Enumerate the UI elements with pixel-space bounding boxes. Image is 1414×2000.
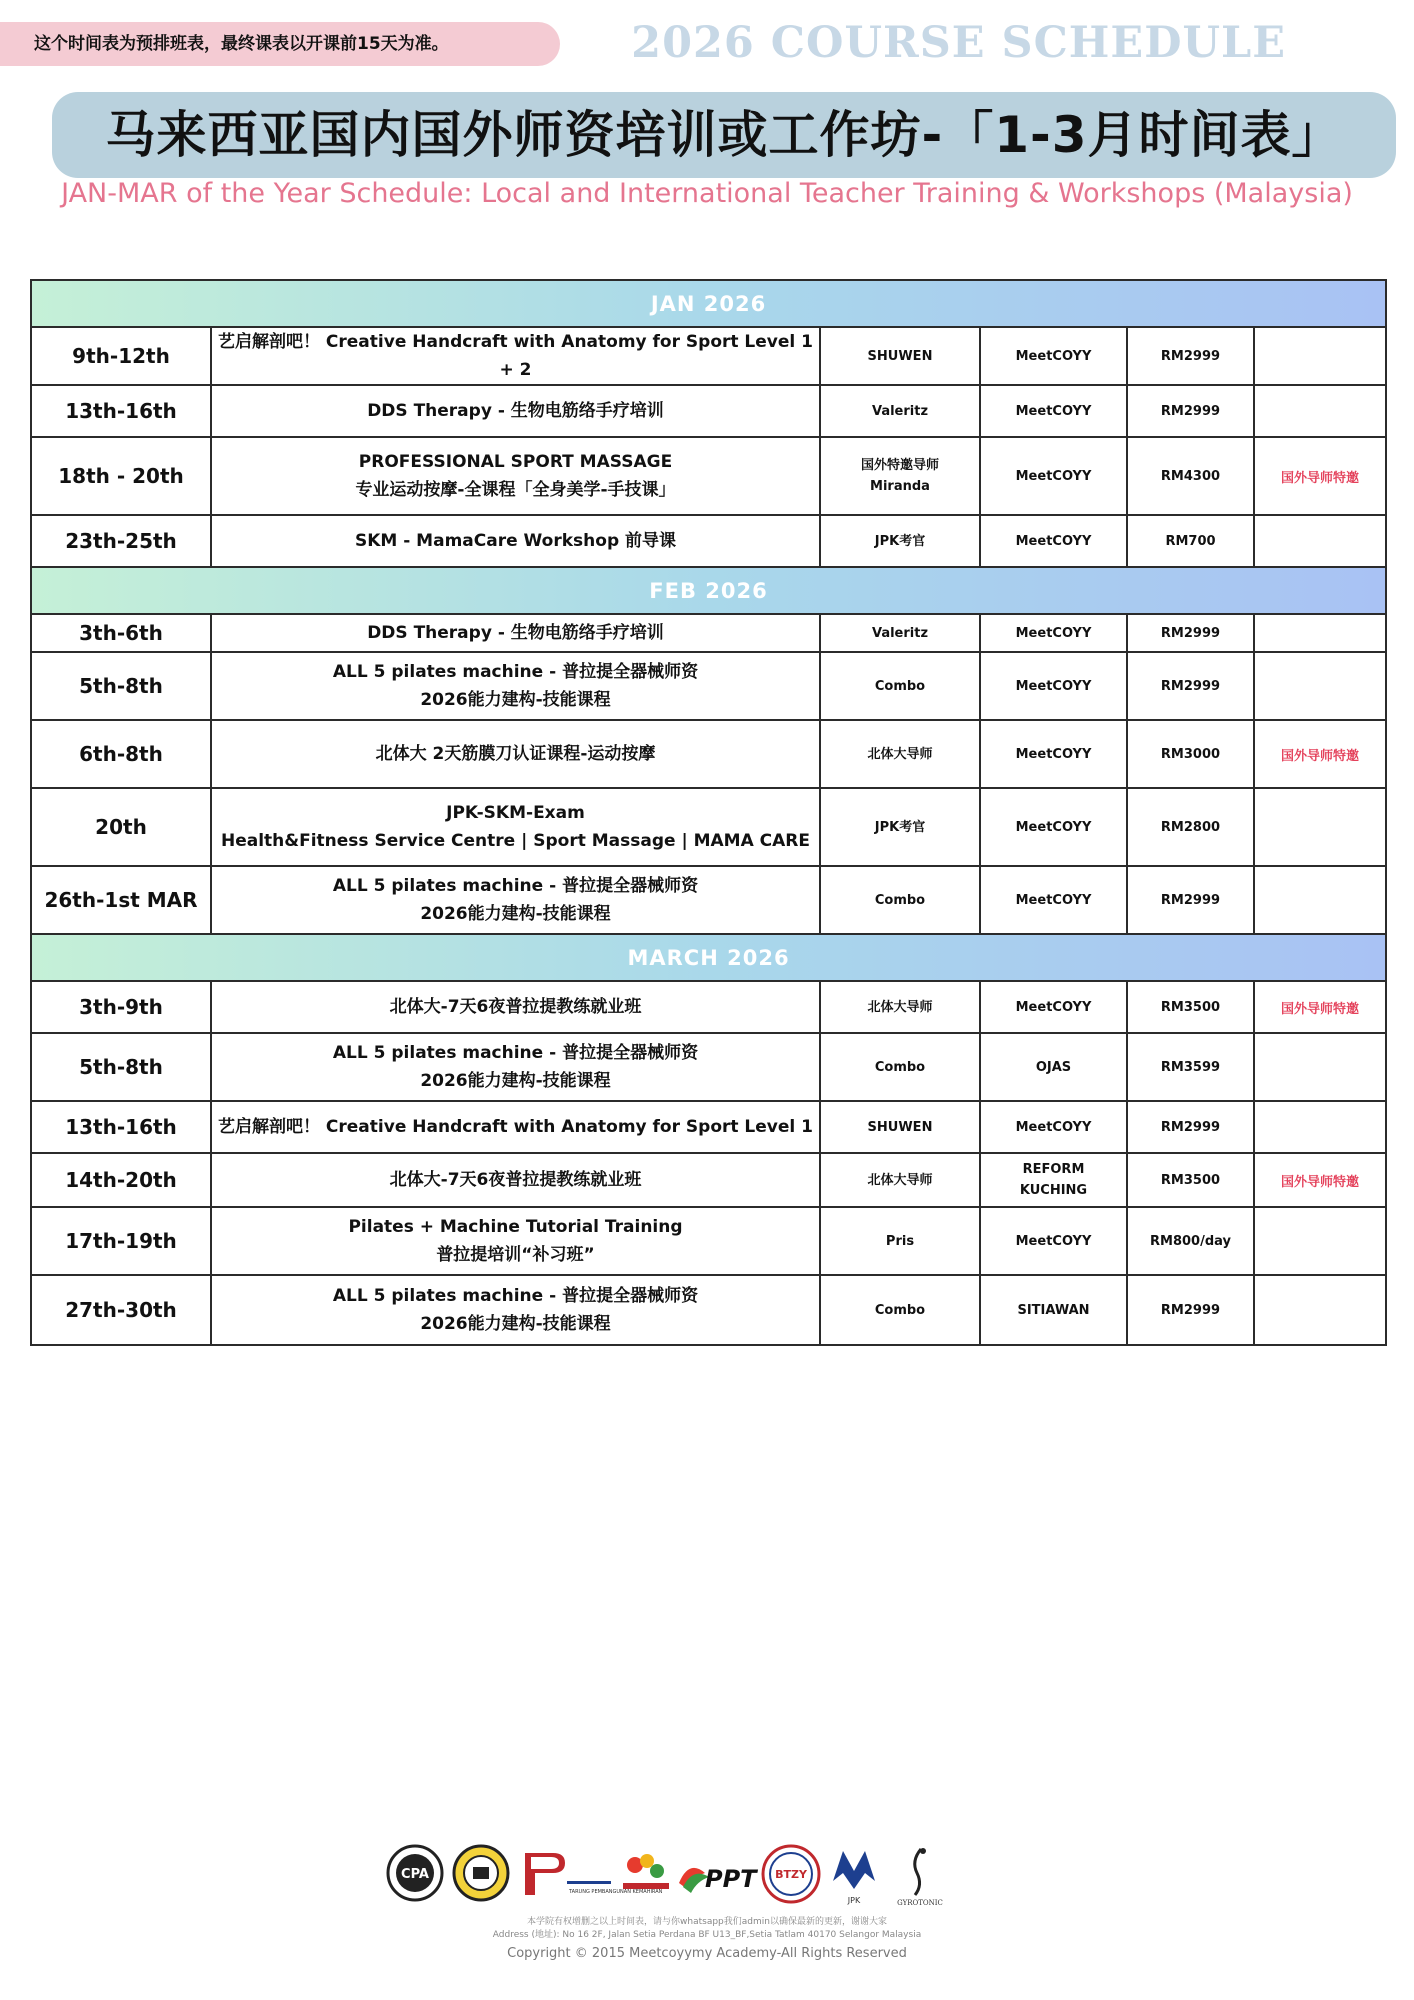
svg-text:PPT: PPT [705,1865,757,1893]
course-trainer [820,1207,980,1275]
schedule-row [31,866,1386,934]
course-venue [980,437,1127,515]
course-trainer-line: Miranda [870,479,930,494]
course-date: 5th-8th [31,1033,211,1101]
course-trainer [820,981,980,1033]
svg-text:GYROTONIC: GYROTONIC [897,1899,943,1907]
course-note [1254,385,1386,437]
ppt-logo-icon [675,1843,757,1905]
course-title [211,1275,820,1345]
course-venue [980,1207,1127,1275]
course-date: 26th-1st MAR [31,866,211,934]
course-title-line: PROFESSIONAL SPORT MASSAGE [358,452,673,472]
course-title-line: ALL 5 pilates machine - 普拉提全器械师资 [332,1043,699,1063]
schedule-row [31,385,1386,437]
course-price: RM2999 [1127,652,1254,720]
footer-notes [0,1916,1414,1942]
course-price: RM800/day [1127,1207,1254,1275]
course-title-line: ALL 5 pilates machine - 普拉提全器械师资 [332,876,699,896]
btzy-logo-icon [760,1843,822,1905]
course-date: 18th - 20th [31,437,211,515]
course-note [1254,1275,1386,1345]
course-title [211,1101,820,1153]
course-venue [980,981,1127,1033]
schedule-row [31,614,1386,652]
course-date: 23th-25th [31,515,211,567]
month-header-row [31,934,1386,981]
tarung-logo-icon [517,1843,663,1905]
course-venue-line: SITIAWAN [1017,1302,1090,1318]
schedule-row [31,788,1386,866]
course-title [211,614,820,652]
course-title-line: Health&Fitness Service Centre | Sport Massage | MAMA CARE [220,831,810,851]
course-title [211,1153,820,1207]
course-title [211,866,820,934]
course-trainer [820,1101,980,1153]
course-title-line: Pilates + Machine Tutorial Training [348,1217,683,1237]
course-title [211,515,820,567]
course-note [1254,1101,1386,1153]
course-venue [980,1101,1127,1153]
course-title-line: 北体大-7天6夜普拉提教练就业班 [389,997,642,1017]
course-date: 13th-16th [31,1101,211,1153]
course-trainer [820,1275,980,1345]
course-venue [980,788,1127,866]
course-date: 27th-30th [31,1275,211,1345]
course-price: RM3599 [1127,1033,1254,1101]
course-date: 6th-8th [31,720,211,788]
course-title-line: 2026能力建构-技能课程 [420,690,611,710]
course-trainer [820,515,980,567]
course-note: 国外导师特邀 [1254,437,1386,515]
course-trainer-line: Valeritz [871,403,929,419]
course-title-line: ALL 5 pilates machine - 普拉提全器械师资 [332,1286,699,1306]
month-label: FEB 2026 [31,567,1386,614]
course-note: 国外导师特邀 [1254,720,1386,788]
course-title [211,788,820,866]
course-title [211,1207,820,1275]
course-trainer-line: JPK考官 [874,533,926,549]
course-trainer [820,652,980,720]
course-trainer-line: JPK考官 [874,819,926,835]
course-trainer-line: SHUWEN [867,1119,933,1135]
course-price: RM2999 [1127,866,1254,934]
course-venue-line: MeetCOYY [1015,819,1092,835]
course-title-line: JPK-SKM-Exam [446,803,585,823]
schedule-table [30,279,1387,1346]
course-price: RM4300 [1127,437,1254,515]
course-venue [980,1153,1127,1207]
course-note [1254,1207,1386,1275]
course-venue-line: REFORM [1022,1162,1085,1177]
schedule-row [31,1101,1386,1153]
course-venue [980,1033,1127,1101]
course-title-line: DDS Therapy - 生物电筋络手疗培训 [367,623,664,643]
course-price: RM3000 [1127,720,1254,788]
month-label: MARCH 2026 [31,934,1386,981]
course-trainer [820,385,980,437]
course-venue-line: MeetCOYY [1015,533,1092,549]
course-date: 9th-12th [31,327,211,385]
course-title-line: 北体大 2天筋膜刀认证课程-运动按摩 [375,744,656,764]
course-date: 13th-16th [31,385,211,437]
svg-text:JPK: JPK [847,1896,861,1905]
course-trainer [820,327,980,385]
course-trainer-line: Combo [874,892,926,908]
course-note [1254,515,1386,567]
schedule-notice: 这个时间表为预排班表，最终课表以开课前15天为准。 [0,22,560,66]
course-price: RM700 [1127,515,1254,567]
course-date: 3th-9th [31,981,211,1033]
course-title-line: 2026能力建构-技能课程 [420,1314,611,1334]
title-banner [52,92,1396,178]
course-note [1254,788,1386,866]
schedule-row [31,981,1386,1033]
course-title [211,981,820,1033]
course-title-line: 艺启解剖吧！ Creative Handcraft with Anatomy for Sport Level 1 + 2 [218,332,813,380]
course-venue-line: MeetCOYY [1015,1233,1092,1249]
course-trainer-line: SHUWEN [867,348,933,364]
course-title [211,1033,820,1101]
course-title [211,327,820,385]
course-title [211,720,820,788]
course-price: RM2999 [1127,614,1254,652]
schedule-row [31,652,1386,720]
skillsmalaysia-logo-icon [617,1843,673,1905]
course-price: RM3500 [1127,1153,1254,1207]
footer-address: Address (地址): No 16 2F, Jalan Setia Perdana BF U13_BF,Setia Tatlam 40170 Selangor Malaysia [492,1930,922,1940]
schedule-row [31,720,1386,788]
course-trainer [820,437,980,515]
course-trainer-line: Valeritz [871,625,929,641]
course-date: 20th [31,788,211,866]
copyright: Copyright © 2015 Meetcoyymy Academy-All Rights Reserved [507,1946,907,1961]
course-title-line: 普拉提培训“补习班” [436,1245,595,1265]
course-trainer [820,1033,980,1101]
course-title-line: SKM - MamaCare Workshop 前导课 [354,531,677,551]
course-venue [980,614,1127,652]
course-price: RM2999 [1127,385,1254,437]
course-title [211,385,820,437]
svg-text:BTZY: BTZY [775,1868,807,1881]
page-title: 马来西亚国内国外师资培训或工作坊-「1-3月时间表」 [105,106,1343,164]
course-venue [980,327,1127,385]
course-title-line: DDS Therapy - 生物电筋络手疗培训 [367,401,664,421]
course-title-line: 专业运动按摩-全课程「全身美学-手技课」 [355,480,676,500]
course-trainer [820,788,980,866]
month-label: JAN 2026 [31,280,1386,327]
course-title [211,652,820,720]
course-trainer [820,614,980,652]
course-venue [980,515,1127,567]
course-title-line: 北体大-7天6夜普拉提教练就业班 [389,1170,642,1190]
cpa-logo-icon [385,1843,445,1905]
course-price: RM3500 [1127,981,1254,1033]
schedule-row [31,437,1386,515]
gyrotonic-logo-icon [885,1843,955,1909]
course-title-line: ALL 5 pilates machine - 普拉提全器械师资 [332,662,699,682]
schedule-row [31,515,1386,567]
course-trainer-line: 北体大导师 [867,746,933,762]
course-note [1254,866,1386,934]
course-date: 17th-19th [31,1207,211,1275]
course-title-line: 艺启解剖吧！ Creative Handcraft with Anatomy for Sport Level 1 [218,1117,813,1137]
course-venue-line: MeetCOYY [1015,999,1092,1015]
course-trainer [820,1153,980,1207]
course-date: 3th-6th [31,614,211,652]
course-trainer [820,866,980,934]
course-venue [980,720,1127,788]
page-subtitle: JAN-MAR of the Year Schedule: Local and International Teacher Training & Workshops (Malaysia) [61,178,1353,209]
course-trainer-line: 北体大导师 [867,1172,933,1188]
schedule-row [31,1207,1386,1275]
course-price: RM2999 [1127,1101,1254,1153]
course-note [1254,327,1386,385]
course-date: 5th-8th [31,652,211,720]
course-venue [980,866,1127,934]
course-trainer-line: 北体大导师 [867,999,933,1015]
course-note: 国外导师特邀 [1254,981,1386,1033]
month-header-row [31,280,1386,327]
schedule-row [31,327,1386,385]
course-venue-line: MeetCOYY [1015,468,1092,484]
course-venue-line: KUCHING [1019,1183,1088,1198]
course-price: RM2800 [1127,788,1254,866]
course-venue-line: MeetCOYY [1015,403,1092,419]
schedule-row [31,1153,1386,1207]
course-price: RM2999 [1127,1275,1254,1345]
selangor-association-logo-icon [451,1843,511,1905]
course-note [1254,614,1386,652]
course-venue-line: MeetCOYY [1015,348,1092,364]
course-note [1254,1033,1386,1101]
course-trainer-line: Combo [874,678,926,694]
svg-text:TARUNG PEMBANGUNAN KEMAHIRAN: TARUNG PEMBANGUNAN KEMAHIRAN [569,1889,663,1895]
course-date: 14th-20th [31,1153,211,1207]
course-title [211,437,820,515]
course-venue-line: MeetCOYY [1015,625,1092,641]
course-venue-line: MeetCOYY [1015,746,1092,762]
month-header-row [31,567,1386,614]
course-price: RM2999 [1127,327,1254,385]
header-english-title: 2026 COURSE SCHEDULE [631,18,1286,68]
course-title-line: 2026能力建构-技能课程 [420,904,611,924]
jpk-logo-icon [829,1843,879,1909]
course-title-line: 2026能力建构-技能课程 [420,1071,611,1091]
svg-text:CPA: CPA [401,1867,429,1882]
course-trainer-line: 国外特邀导师 [860,458,939,473]
schedule-row [31,1033,1386,1101]
course-trainer-line: Pris [885,1233,915,1249]
course-trainer-line: Combo [874,1059,926,1075]
course-venue [980,652,1127,720]
course-venue-line: MeetCOYY [1015,678,1092,694]
course-venue-line: MeetCOYY [1015,1119,1092,1135]
course-venue-line: OJAS [1035,1059,1072,1075]
course-note [1254,652,1386,720]
course-note: 国外导师特邀 [1254,1153,1386,1207]
schedule-row [31,1275,1386,1345]
course-venue [980,1275,1127,1345]
course-venue [980,385,1127,437]
course-trainer-line: Combo [874,1302,926,1318]
course-trainer [820,720,980,788]
partner-logos [385,1843,985,1915]
footer-disclaimer: 本学院有权增删之以上时间表，请与你whatsapp我们admin以确保最新的更新，谢谢大家 [527,1917,887,1927]
course-venue-line: MeetCOYY [1015,892,1092,908]
